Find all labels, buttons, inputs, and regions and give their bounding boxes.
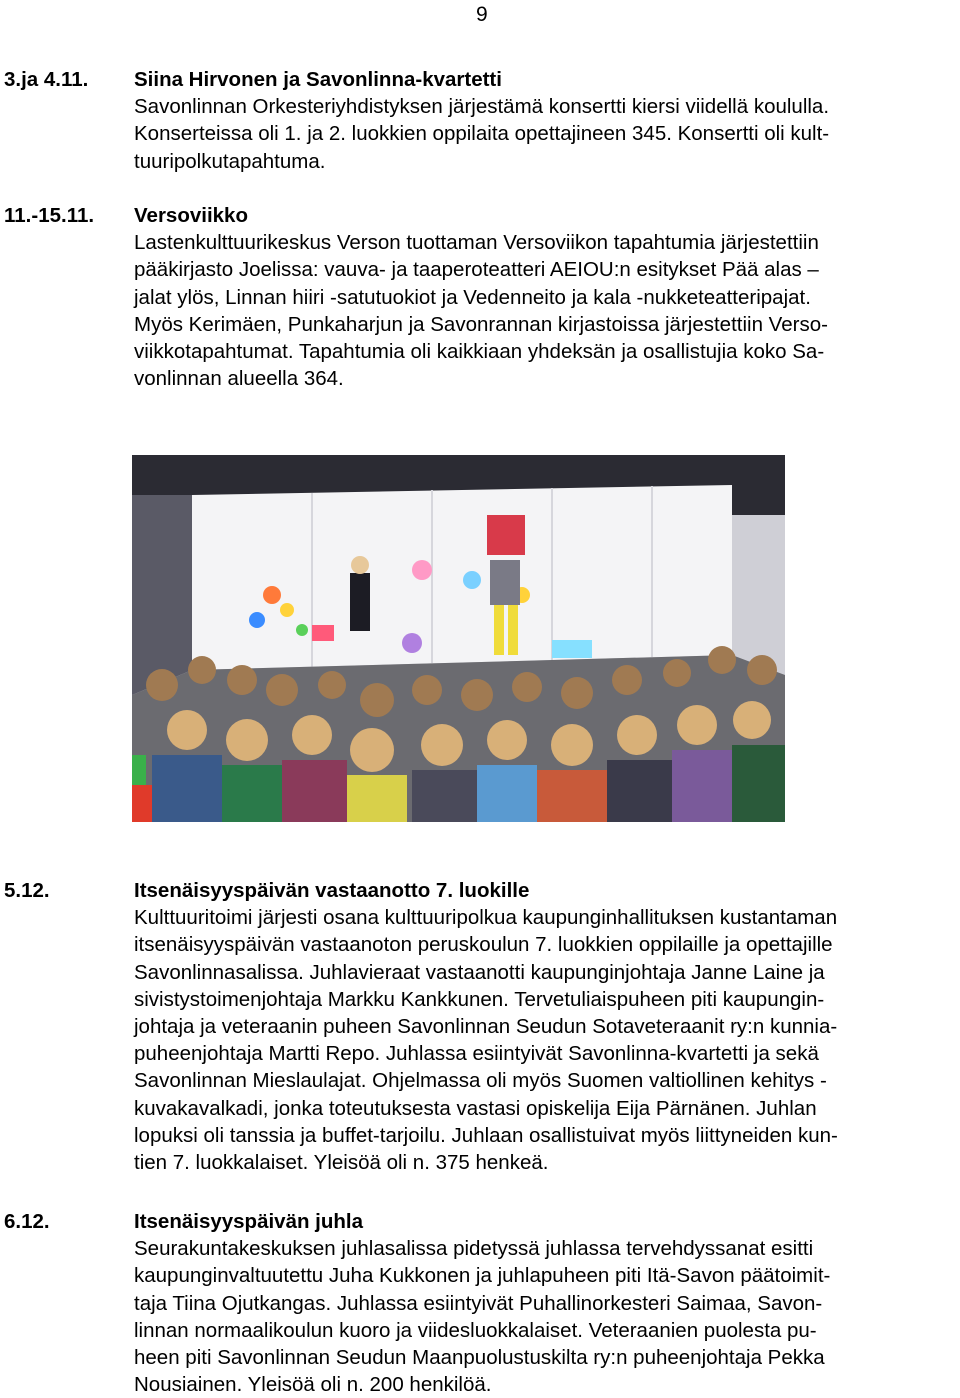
- event-photo: [132, 455, 785, 822]
- entry-text-line: tien 7. luokkalaiset. Yleisöä oli n. 375 henkeä.: [134, 1151, 549, 1175]
- entry-text-line: johtaja ja veteraanin puheen Savonlinnan Seudun Sotaveteraanit ry:n kunnia-: [134, 1015, 838, 1039]
- entry-text-line: Savonlinnasalissa. Juhlavieraat vastaanotti kaupunginjohtaja Janne Laine ja: [134, 960, 825, 984]
- entry-body: [134, 1208, 956, 1398]
- entry-text-line: linnan normaalikoulun kuoro ja viidesluokkalaiset. Veteraanien puolesta pu-: [134, 1318, 817, 1342]
- entry-date: 3.ja 4.11.: [4, 68, 89, 91]
- entry-body: [134, 202, 956, 392]
- entry-date: 6.12.: [4, 1210, 50, 1233]
- entry-text-line: puheenjohtaja Martti Repo. Juhlassa esiintyivät Savonlinna-kvartetti ja sekä: [134, 1042, 819, 1066]
- entry-text-line: kuvakavalkadi, jonka toteutuksesta vastasi opiskelija Eija Pärnänen. Juhlan: [134, 1096, 817, 1120]
- entry-title: Versoviikko: [134, 204, 248, 227]
- entry-text-line: Lastenkulttuurikeskus Verson tuottaman Versoviikon tapahtumia järjestettiin: [134, 231, 819, 255]
- entry-text-line: vonlinnan alueella 364.: [134, 367, 344, 391]
- entry-title: Itsenäisyyspäivän juhla: [134, 1210, 364, 1233]
- entry-text-line: itsenäisyyspäivän vastaanoton peruskoulun 7. luokkien oppilaille ja opettajille: [134, 933, 833, 957]
- entry-body: [134, 66, 956, 175]
- entry-text-line: viikkotapahtumat. Tapahtumia oli kaikkiaan yhdeksän ja osallistujia koko Sa-: [134, 340, 825, 364]
- entry-text-line: lopuksi oli tanssia ja buffet-tarjoilu. Juhlaan osallistuivat myös liittyneiden kun-: [134, 1123, 838, 1147]
- entry-title: Siina Hirvonen ja Savonlinna-kvartetti: [134, 68, 502, 91]
- page-number: 9: [476, 3, 488, 26]
- entry-text-line: sivistystoimenjohtaja Markku Kankkunen. Tervetuliaispuheen piti kaupungin-: [134, 987, 825, 1011]
- entry-text-line: Savonlinnan Mieslaulajat. Ohjelmassa oli myös Suomen valtiollinen kehitys -: [134, 1069, 827, 1093]
- entry-text-line: taja Tiina Ojutkangas. Juhlassa esiintyivät Puhallinorkesteri Saimaa, Savon-: [134, 1291, 823, 1315]
- entry-body: [134, 877, 956, 1176]
- entry-text-line: Seurakuntakeskuksen juhlasalissa pidetyssä juhlassa tervehdyssanat esitti: [134, 1237, 814, 1261]
- entry-date: 11.-15.11.: [4, 204, 95, 227]
- entry-text-line: heen piti Savonlinnan Seudun Maanpuolustuskilta ry:n puheenjohtaja Pekka: [134, 1346, 825, 1370]
- entry-text-line: Myös Kerimäen, Punkaharjun ja Savonrannan kirjastoissa järjestettiin Verso-: [134, 312, 828, 336]
- entry-text-line: Kulttuuritoimi järjesti osana kulttuuripolkua kaupunginhallituksen kustantaman: [134, 906, 838, 930]
- entry-text-line: Savonlinnan Orkesteriyhdistyksen järjestämä konsertti kiersi viidellä koululla.: [134, 95, 830, 119]
- entry-text-line: tuuripolkutapahtuma.: [134, 149, 326, 173]
- entry-text-line: kaupunginvaltuutettu Juha Kukkonen ja juhlapuheen piti Itä-Savon päätoimit-: [134, 1264, 831, 1288]
- entry-text-line: pääkirjasto Joelissa: vauva- ja taaperoteatteri AEIOU:n esitykset Pää alas –: [134, 258, 819, 282]
- entry-text-line: Nousiainen. Yleisöä oli n. 200 henkilöä.: [134, 1373, 492, 1397]
- entry-text-line: Konserteissa oli 1. ja 2. luokkien oppilaita opettajineen 345. Konsertti oli kult-: [134, 122, 830, 146]
- entry-title: Itsenäisyyspäivän vastaanotto 7. luokille: [134, 879, 530, 902]
- event-photo-illustration: [132, 455, 785, 822]
- entry-text-line: jalat ylös, Linnan hiiri -satutuokiot ja Vedenneito ja kala -nukketeatteripajat.: [134, 285, 811, 309]
- entry-date: 5.12.: [4, 879, 50, 902]
